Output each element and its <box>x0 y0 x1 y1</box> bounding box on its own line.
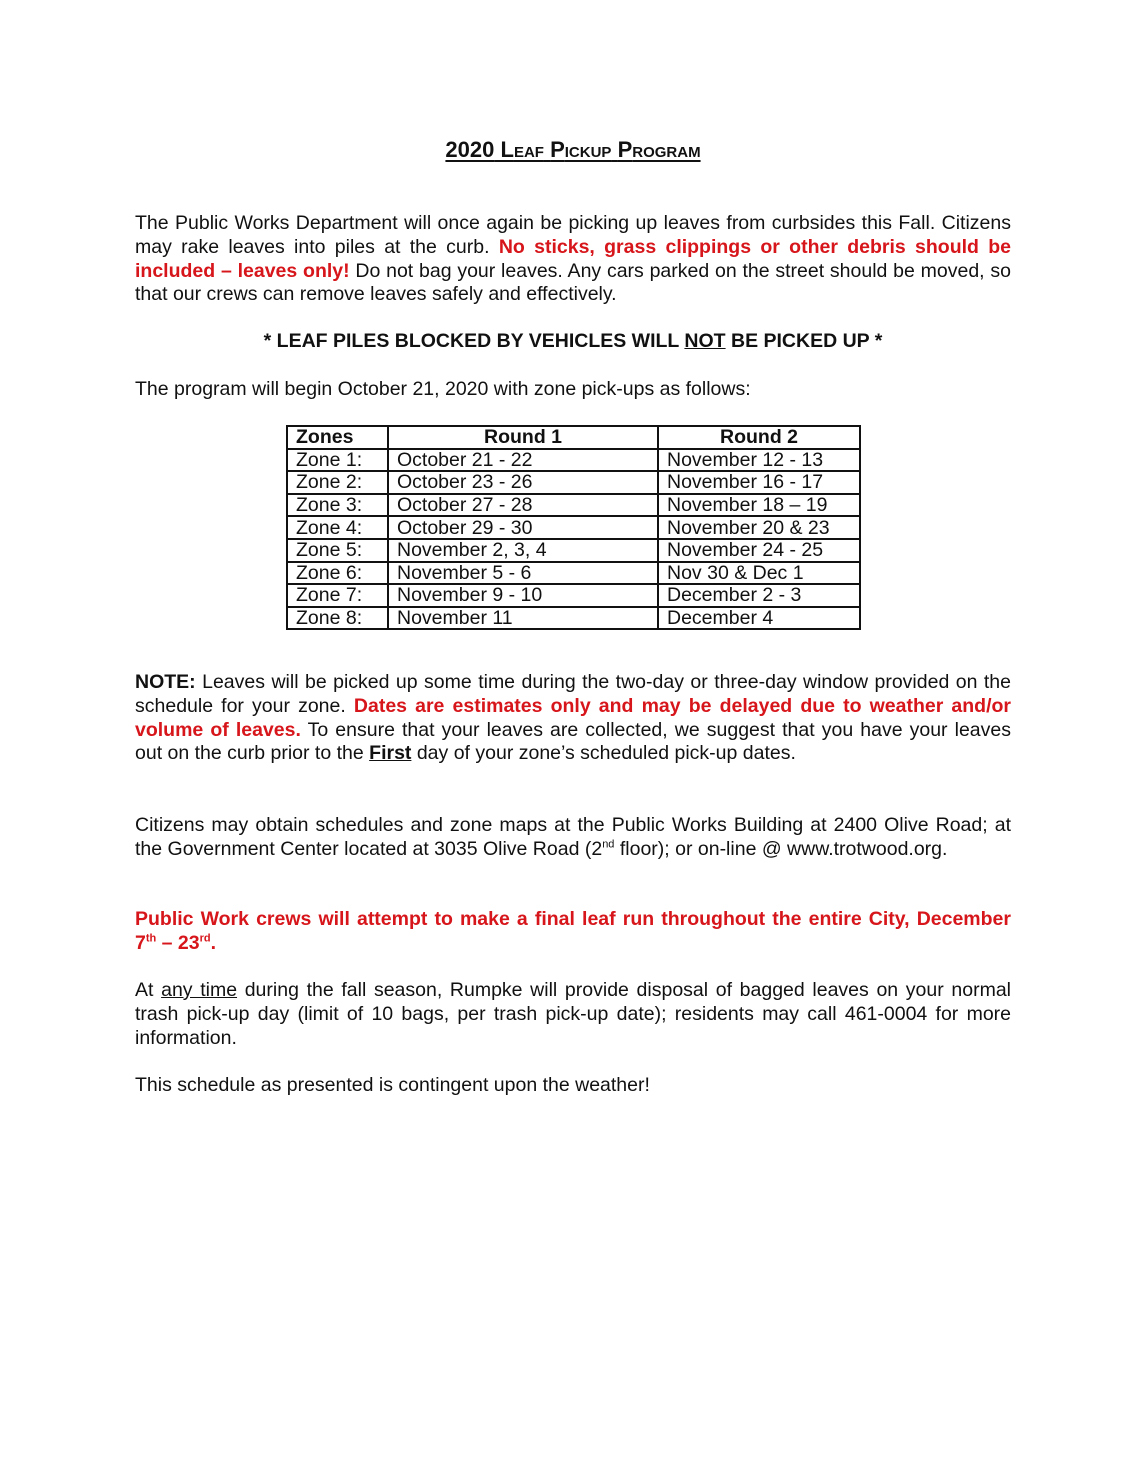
zone-cell: Zone 5: <box>287 539 388 562</box>
round-1-cell: November 5 - 6 <box>388 562 658 585</box>
header-zones: Zones <box>287 426 388 449</box>
round-2-cell: November 20 & 23 <box>658 516 860 539</box>
round-1-cell: November 2, 3, 4 <box>388 539 658 562</box>
blocked-vehicles-notice <box>135 330 1011 354</box>
zone-cell: Zone 1: <box>287 449 388 472</box>
ordinal-suffix: nd <box>602 838 615 851</box>
header-round-2: Round 2 <box>658 426 860 449</box>
note-paragraph <box>135 671 1011 766</box>
table-row <box>287 449 860 472</box>
intro-paragraph <box>135 212 1011 307</box>
zone-schedule-table <box>286 425 861 630</box>
round-1-cell: October 23 - 26 <box>388 471 658 494</box>
zone-cell: Zone 8: <box>287 607 388 630</box>
final-run-end: . <box>210 931 217 954</box>
title-word-leaf: Leaf <box>500 137 544 162</box>
rumpke-text: At <box>135 979 162 1001</box>
table-row <box>287 471 860 494</box>
title-year: 2020 <box>445 137 495 162</box>
table-row <box>287 562 860 585</box>
round-2-cell: November 12 - 13 <box>658 449 860 472</box>
title-word-pickup: Pickup <box>550 137 612 162</box>
intro-text: The Public Works Department will once again be picking up leaves from curbsides this Fall. Citizens may rake leaves into piles at the curb. <box>135 212 1011 258</box>
round-2-cell: November 24 - 25 <box>658 539 860 562</box>
final-run-text: Public Work crews will attempt to make a final leaf run throughout the entire City, December 7 <box>135 908 1011 954</box>
table-row <box>287 494 860 517</box>
round-1-cell: November 9 - 10 <box>388 584 658 607</box>
table-header-row <box>287 426 860 449</box>
rumpke-paragraph <box>135 979 1011 1050</box>
document-title <box>135 137 1011 163</box>
zone-cell: Zone 4: <box>287 516 388 539</box>
notice-text-end: BE PICKED UP * <box>725 330 883 352</box>
note-label: NOTE: <box>135 671 196 693</box>
notice-emphasis: NOT <box>684 330 726 352</box>
table-row <box>287 539 860 562</box>
notice-text: * LEAF PILES BLOCKED BY VEHICLES WILL <box>263 330 685 352</box>
table-row <box>287 516 860 539</box>
weather-disclaimer: This schedule as presented is contingent upon the weather! <box>135 1074 650 1096</box>
final-run-range: – 23 <box>156 931 200 954</box>
final-run-paragraph <box>135 908 1011 956</box>
intro-text-continued: Do not bag your leaves. Any cars parked on the street should be moved, so that our crews can remove leaves safely and effectively. <box>135 259 1011 306</box>
locations-text-end: floor); or on-line @ www.trotwood.org. <box>614 837 948 860</box>
round-2-cell: November 16 - 17 <box>658 471 860 494</box>
title-word-program: Program <box>617 137 701 162</box>
note-text: Leaves will be picked up some time during the two-day or three-day window provided on the schedule for your zone. <box>135 671 1011 717</box>
round-1-cell: October 29 - 30 <box>388 516 658 539</box>
rumpke-emphasis: any time <box>161 979 238 1001</box>
ordinal-suffix: th <box>145 932 157 945</box>
zone-cell: Zone 7: <box>287 584 388 607</box>
zone-cell: Zone 3: <box>287 494 388 517</box>
note-text-end: day of your zone’s scheduled pick-up dates. <box>411 742 796 765</box>
program-start-text: The program will begin October 21, 2020 with zone pick-ups as follows: <box>135 378 751 400</box>
round-2-cell: November 18 – 19 <box>658 494 860 517</box>
round-1-cell: October 21 - 22 <box>388 449 658 472</box>
zone-cell: Zone 6: <box>287 562 388 585</box>
note-text-continued: To ensure that your leaves are collected, we suggest that you have your leaves out on the curb prior to the <box>135 718 1011 765</box>
round-2-cell: December 2 - 3 <box>658 584 860 607</box>
note-emphasis: First <box>369 742 412 765</box>
round-2-cell: December 4 <box>658 607 860 630</box>
intro-warning: No sticks, grass clippings or other debris should be included – leaves only! <box>135 235 1011 282</box>
table-row <box>287 584 860 607</box>
locations-text: Citizens may obtain schedules and zone maps at the Public Works Building at 2400 Olive Road; at the Government Center located at 3035 Olive Road (2 <box>135 814 1011 860</box>
round-1-cell: October 27 - 28 <box>388 494 658 517</box>
table-row <box>287 607 860 630</box>
locations-paragraph <box>135 814 1011 862</box>
round-2-cell: Nov 30 & Dec 1 <box>658 562 860 585</box>
header-round-1: Round 1 <box>388 426 658 449</box>
round-1-cell: November 11 <box>388 607 658 630</box>
zone-cell: Zone 2: <box>287 471 388 494</box>
note-warning: Dates are estimates only and may be delayed due to weather and/or volume of leaves. <box>135 694 1012 741</box>
ordinal-suffix: rd <box>199 932 211 945</box>
rumpke-text-end: during the fall season, Rumpke will provide disposal of bagged leaves on your normal trash pick-up day (limit of 10 bags, per trash pick-up date); residents may call 461-0004 for more information. <box>135 979 1011 1049</box>
